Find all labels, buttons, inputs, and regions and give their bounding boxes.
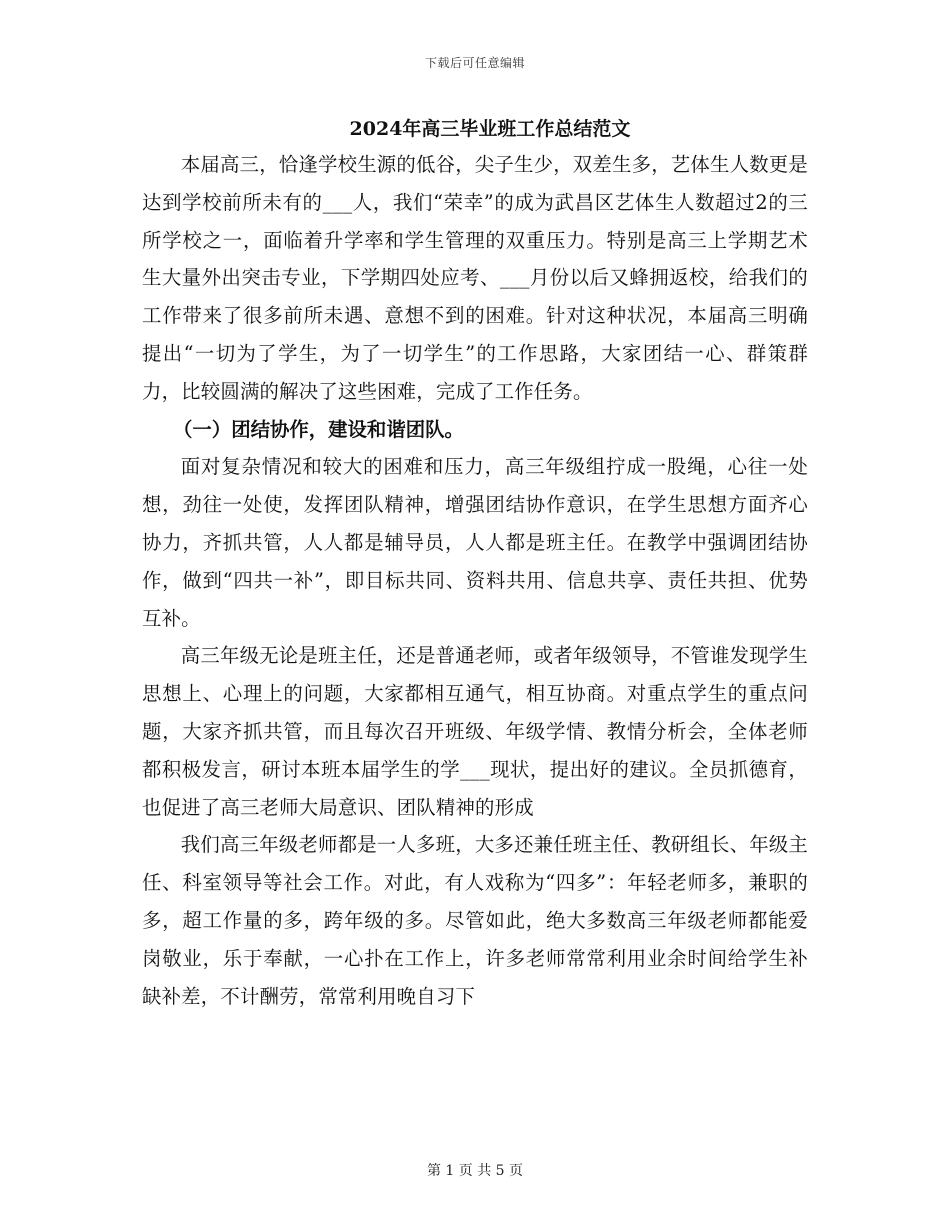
body-paragraph: 面对复杂情况和较大的困难和压力，高三年级组拧成一股绳，心往一处想，劲往一处使，发挥团队精神，增强团结协作意识，在学生思想方面齐心协力，齐抓共管，人人都是辅导员，人人都是班主任。在教学中强调团结协作，做到“四共一补”，即目标共同、资料共用、信息共享、责任共担、优势互补。 — [142, 455, 808, 630]
section-heading: （一）团结协作，建设和谐团队。 — [173, 417, 464, 441]
document-title: 2024年高三毕业班工作总结范文 — [349, 118, 631, 140]
page-number: 第 1 页 共 5 页 — [426, 1163, 524, 1179]
intro-paragraph: 本届高三，恰逢学校生源的低谷，尖子生少，双差生多，艺体生人数更是达到学校前所未有的___人，我们“荣幸”的成为武昌区艺体生人数超过2的三所学校之一，面临着升学率和学生管理的双重压力。特别是高三上学期艺术生大量外出突击专业，下学期四处应考、___月份以后又蜂拥返校，给我们的工作带来了很多前所未遇、意想不到的困难。针对这种状况，本届高三明确提出“一切为了学生，为了一切学生”的工作思路，大家团结一心、群策群力，比较圆满的解决了这些困难，完成了工作任务。 — [142, 153, 808, 403]
header-note: 下载后可任意编辑 — [424, 56, 525, 70]
document-body — [142, 112, 808, 1015]
body-paragraph: 高三年级无论是班主任，还是普通老师，或者年级领导，不管谁发现学生思想上、心理上的问题，大家都相互通气，相互协商。对重点学生的重点问题，大家齐抓共管，而且每次召开班级、年级学情、教情分析会，全体老师都积极发言，研讨本班本届学生的学___现状，提出好的建议。全员抓德育，也促进了高三老师大局意识、团队精神的形成 — [142, 644, 808, 819]
body-paragraph: 我们高三年级老师都是一人多班，大多还兼任班主任、教研组长、年级主任、科室领导等社会工作。对此，有人戏称为“四多”：年轻老师多，兼职的多，超工作量的多，跨年级的多。尽管如此，绝大多数高三年级老师都能爱岗敬业，乐于奉献，一心扑在工作上，许多老师常常利用业余时间给学生补缺补差，不计酬劳，常常利用晚自习下 — [142, 833, 808, 1008]
